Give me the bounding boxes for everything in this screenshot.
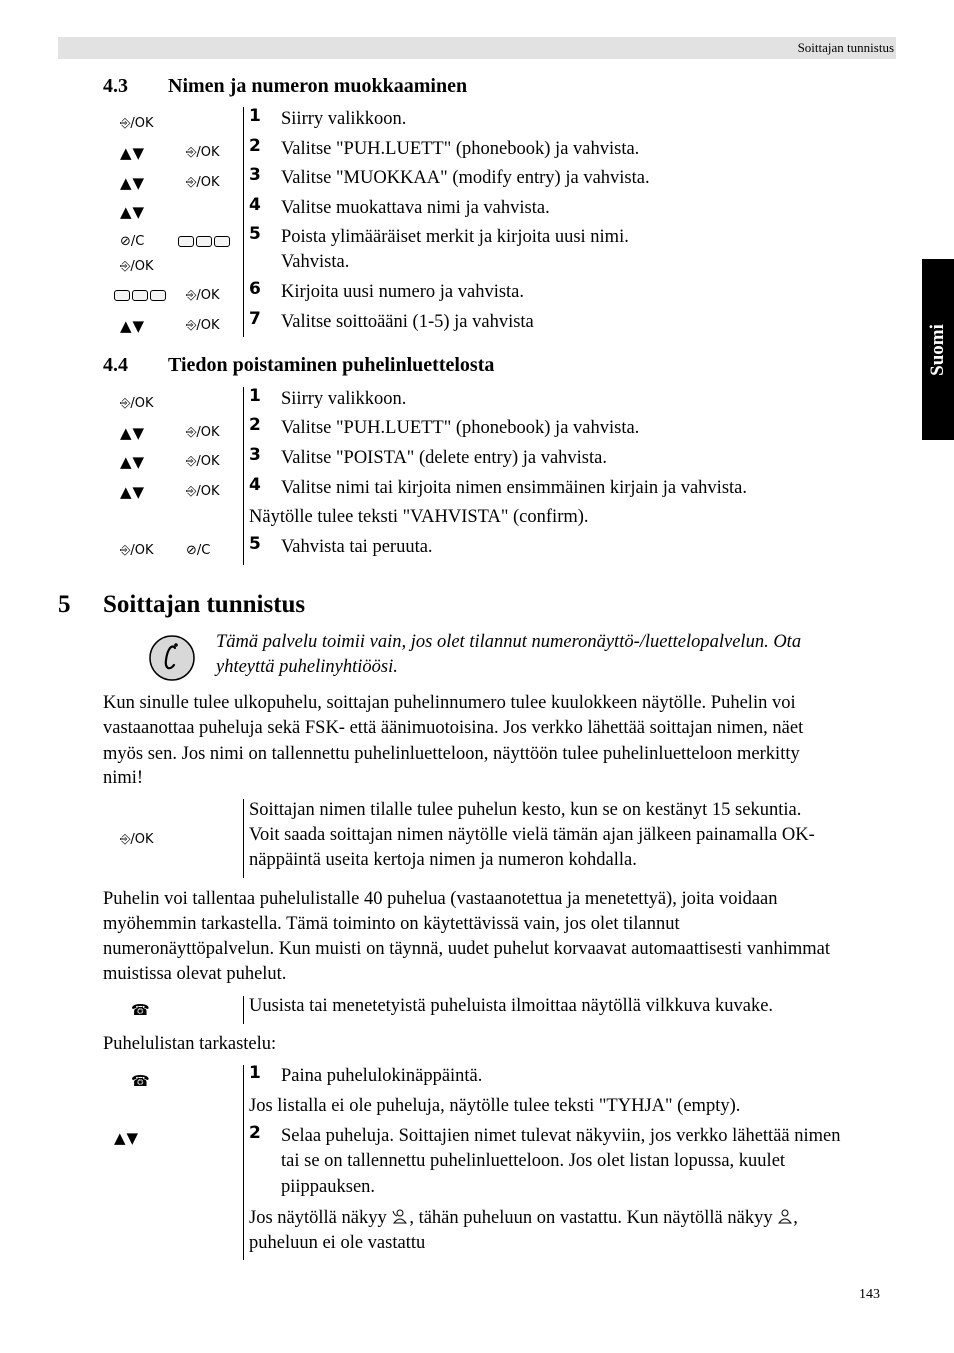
note-line: Voit saada soittajan nimen näytölle vielä tämän ajan jälkeen painamalla OK- [249, 825, 815, 845]
paragraph-line: vastaanottaa puheluja sekä FSK- että äänimuotoisina. Jos verkko lähettää soittajan nimen, näet [103, 718, 804, 738]
language-tab [922, 259, 954, 440]
step-number: 2 [249, 1123, 261, 1143]
step-text: Vahvista tai peruuta. [281, 537, 433, 557]
step-text: Valitse "PUH.LUETT" (phonebook) ja vahvista. [281, 418, 640, 438]
step-number: 3 [249, 445, 261, 465]
section-number: 4.4 [103, 354, 128, 376]
step-number: 2 [249, 136, 261, 156]
step-divider [243, 387, 244, 565]
section-number: 4.3 [103, 75, 128, 97]
note-text: Näytölle tulee teksti "VAHVISTA" (confirm). [249, 507, 589, 527]
step-number: 2 [249, 415, 261, 435]
clear-key-icon: ⊘/C [120, 234, 145, 249]
step-text: Poista ylimääräiset merkit ja kirjoita uusi nimi. [281, 227, 629, 247]
step-text: Selaa puheluja. Soittajien nimet tulevat näkyviin, jos verkko lähettää nimen [281, 1126, 841, 1146]
running-header [58, 37, 896, 59]
step-text: Valitse nimi tai kirjoita nimen ensimmäinen kirjain ja vahvista. [281, 478, 747, 498]
arrow-keys-icon: ▲▼ [120, 317, 146, 335]
list-label: Puhelulistan tarkastelu: [103, 1034, 277, 1054]
answered-call-icon [391, 1207, 409, 1225]
paragraph-line: numeronäyttöpalvelun. Kun muisti on täynnä, uudet puhelut korvaavat automaattisesti vanhimmat [103, 939, 830, 959]
step-text-continued: Vahvista. [281, 252, 350, 272]
paragraph-line: Kun sinulle tulee ulkopuhelu, soittajan puhelinnumero tulee kuulokkeen näytölle. Puhelin voi [103, 693, 796, 713]
keypad-icon [114, 288, 168, 304]
step-number: 1 [249, 106, 261, 126]
step-number: 1 [249, 386, 261, 406]
step-text: Valitse "PUH.LUETT" (phonebook) ja vahvista. [281, 139, 640, 159]
answered-note-part: , tähän puheluun on vastattu. Kun näytöllä näkyy [409, 1208, 773, 1228]
paragraph-line: myös sen. Jos nimi on tallennettu puhelinluetteloon, näyttöön tulee puhelinluetteloon merkitty [103, 744, 800, 764]
step-text: Siirry valikkoon. [281, 109, 407, 129]
step-number: 4 [249, 475, 261, 495]
ok-key-icon: ⎆/OK [186, 318, 220, 333]
ok-key-icon: ⎆/OK [120, 259, 154, 274]
step-number: 1 [249, 1063, 261, 1083]
ok-key-icon: ⎆/OK [186, 175, 220, 190]
step-text-continued: piippauksen. [281, 1177, 376, 1197]
step-divider [243, 799, 244, 878]
ok-key-icon: ⎆/OK [186, 454, 220, 469]
paragraph-line: muistissa olevat puhelut. [103, 964, 287, 984]
step-divider [243, 107, 244, 337]
info-text-line: yhteyttä puhelinyhtiöösi. [216, 657, 398, 677]
ok-key-icon: ⎆/OK [186, 288, 220, 303]
page-number: 143 [859, 1287, 880, 1302]
step-number: 7 [249, 309, 261, 329]
step-text: Valitse "POISTA" (delete entry) ja vahvista. [281, 448, 607, 468]
step-text: Valitse muokattava nimi ja vahvista. [281, 198, 550, 218]
answered-note-part: , [793, 1208, 798, 1228]
phone-icon: ☎ [131, 1072, 150, 1090]
arrow-keys-icon: ▲▼ [120, 174, 146, 192]
info-text-line: Tämä palvelu toimii vain, jos olet tilannut numeronäyttö-/luettelopalvelun. Ota [216, 632, 802, 652]
note-line: näppäintä useita kertoja nimen ja numeron kohdalla. [249, 850, 637, 870]
info-icon [148, 634, 196, 682]
language-tab-label: Suomi [927, 323, 948, 376]
chapter-number: 5 [58, 591, 71, 618]
arrow-keys-icon: ▲▼ [114, 1129, 140, 1147]
ok-key-icon: ⎆/OK [186, 145, 220, 160]
note-line: Soittajan nimen tilalle tulee puhelun kesto, kun se on kestänyt 15 sekuntia. [249, 800, 802, 820]
ok-key-icon: ⎆/OK [120, 116, 154, 131]
chapter-title: Soittajan tunnistus [103, 591, 306, 618]
answered-note-part: Jos näytöllä näkyy [249, 1208, 387, 1228]
note-text: Jos listalla ei ole puheluja, näytölle tulee teksti "TYHJA" (empty). [249, 1096, 741, 1116]
step-divider [243, 996, 244, 1024]
step-text-continued: tai se on tallennettu puhelinluetteloon. Jos olet listan lopussa, kuulet [281, 1151, 786, 1171]
step-number: 6 [249, 279, 261, 299]
missed-call-icon [777, 1207, 793, 1225]
ok-key-icon: ⎆/OK [186, 484, 220, 499]
clear-key-icon: ⊘/C [186, 543, 211, 558]
ok-key-icon: ⎆/OK [186, 425, 220, 440]
step-text: Siirry valikkoon. [281, 389, 407, 409]
keypad-icon [178, 234, 232, 250]
answered-note [249, 1206, 798, 1231]
section-title: Tiedon poistaminen puhelinluettelosta [168, 354, 495, 376]
note-text: Uusista tai menetetyistä puheluista ilmoittaa näytöllä vilkkuva kuvake. [249, 996, 774, 1016]
arrow-keys-icon: ▲▼ [120, 144, 146, 162]
step-divider [243, 1065, 244, 1260]
step-number: 5 [249, 534, 261, 554]
step-number: 3 [249, 165, 261, 185]
step-text: Paina puhelulokinäppäintä. [281, 1066, 483, 1086]
arrow-keys-icon: ▲▼ [120, 483, 146, 501]
arrow-keys-icon: ▲▼ [120, 203, 146, 221]
step-text: Valitse "MUOKKAA" (modify entry) ja vahvista. [281, 168, 650, 188]
step-number: 4 [249, 195, 261, 215]
answered-note-continued: puheluun ei ole vastattu [249, 1233, 426, 1253]
paragraph-line: myöhemmin tarkastella. Tämä toiminto on käytettävissä vain, jos olet tilannut [103, 914, 680, 934]
arrow-keys-icon: ▲▼ [120, 424, 146, 442]
ok-key-icon: ⎆/OK [120, 832, 154, 847]
phone-icon: ☎ [131, 1001, 150, 1019]
section-title: Nimen ja numeron muokkaaminen [168, 75, 468, 97]
arrow-keys-icon: ▲▼ [120, 453, 146, 471]
ok-key-icon: ⎆/OK [120, 543, 154, 558]
step-text: Kirjoita uusi numero ja vahvista. [281, 282, 525, 302]
paragraph-line: Puhelin voi tallentaa puhelulistalle 40 puhelua (vastaanotettua ja menetettyä), joita voidaan [103, 889, 778, 909]
running-header-text: Soittajan tunnistus [797, 40, 894, 55]
step-number: 5 [249, 224, 261, 244]
paragraph-line: nimi! [103, 768, 144, 788]
ok-key-icon: ⎆/OK [120, 396, 154, 411]
step-text: Valitse soittoääni (1-5) ja vahvista [281, 312, 534, 332]
